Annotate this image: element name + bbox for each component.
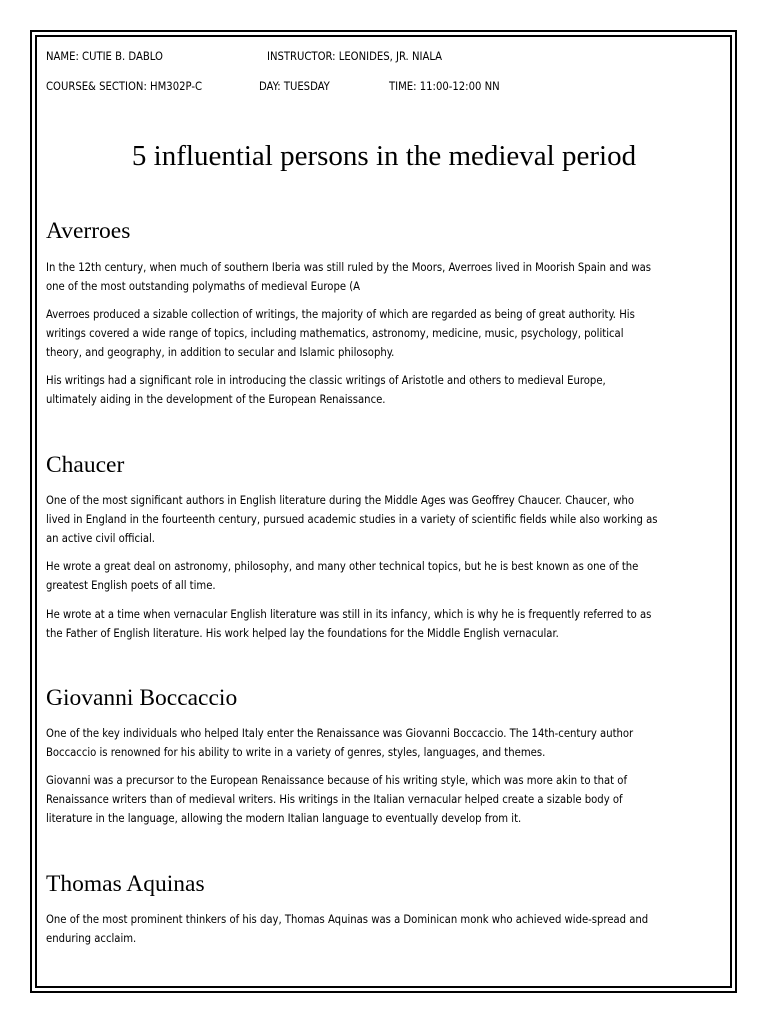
paragraph-line: One of the most significant authors in English literature during the Middle Ages was Geoffrey Chaucer. Chaucer, who	[46, 494, 635, 507]
paragraph-line: In the 12th century, when much of southern Iberia was still ruled by the Moors, Averroes lived in Moorish Spain and was	[46, 261, 652, 274]
paragraph-line: lived in England in the fourteenth century, pursued academic studies in a variety of scientific fields while also working as	[46, 513, 658, 527]
paragraph-line: Boccaccio is renowned for his ability to write in a variety of genres, styles, languages, and themes.	[46, 746, 546, 760]
paragraph-line: writings covered a wide range of topics, including mathematics, astronomy, medicine, music, psychology, political	[46, 327, 624, 341]
paragraph-line: Averroes produced a sizable collection of writings, the majority of which are regarded as being of great authority. His	[46, 308, 635, 321]
paragraph-line: literature in the language, allowing the modern Italian language to eventually develop from it.	[46, 812, 522, 826]
paragraph	[46, 724, 726, 762]
paragraph-line: the Father of English literature. His work helped lay the foundations for the Middle English vernacular.	[46, 627, 559, 641]
paragraph-line: His writings had a significant role in introducing the classic writings of Aristotle and others to medieval Europe,	[46, 374, 606, 387]
paragraph	[46, 491, 726, 549]
paragraph	[46, 557, 726, 595]
instructor-name: INSTRUCTOR: LEONIDES, JR. NIALA	[267, 50, 443, 63]
paragraph	[46, 910, 726, 948]
document-title: 5 influential persons in the medieval period	[131, 140, 637, 172]
paragraph-line: Giovanni was a precursor to the European Renaissance because of his writing style, which was more akin to that of	[46, 774, 628, 787]
paragraph-line: one of the most outstanding polymaths of medieval Europe (A	[46, 280, 361, 294]
paragraph-line: One of the key individuals who helped Italy enter the Renaissance was Giovanni Boccaccio. The 14th-century author	[46, 727, 634, 740]
section-heading-averroes: Averroes	[46, 218, 131, 244]
paragraph	[46, 258, 726, 296]
paragraph	[46, 605, 726, 643]
paragraph	[46, 371, 726, 409]
course-section: COURSE& SECTION: HM302P-C	[46, 80, 202, 93]
paragraph	[46, 771, 726, 829]
paragraph-line: One of the most prominent thinkers of his day, Thomas Aquinas was a Dominican monk who achieved wide-spread and	[46, 913, 649, 926]
class-time: TIME: 11:00-12:00 NN	[389, 80, 500, 93]
paragraph-line: ultimately aiding in the development of the European Renaissance.	[46, 393, 386, 407]
section-heading-aquinas: Thomas Aquinas	[46, 871, 205, 897]
class-day: DAY: TUESDAY	[259, 80, 330, 93]
paragraph-line: He wrote a great deal on astronomy, philosophy, and many other technical topics, but he is best known as one of the	[46, 560, 639, 573]
paragraph-line: enduring acclaim.	[46, 932, 137, 946]
section-heading-chaucer: Chaucer	[46, 452, 125, 478]
section-heading-boccaccio: Giovanni Boccaccio	[46, 685, 238, 711]
paragraph-line: He wrote at a time when vernacular English literature was still in its infancy, which is why he is frequently referred to as	[46, 608, 652, 621]
paragraph	[46, 305, 726, 363]
paragraph-line: greatest English poets of all time.	[46, 579, 216, 593]
paragraph-line: an active civil official.	[46, 532, 155, 546]
student-name: NAME: CUTIE B. DABLO	[46, 50, 163, 63]
paragraph-line: Renaissance writers than of medieval writers. His writings in the Italian vernacular helped create a sizable body of	[46, 793, 623, 807]
paragraph-line: theory, and geography, in addition to secular and Islamic philosophy.	[46, 346, 395, 360]
